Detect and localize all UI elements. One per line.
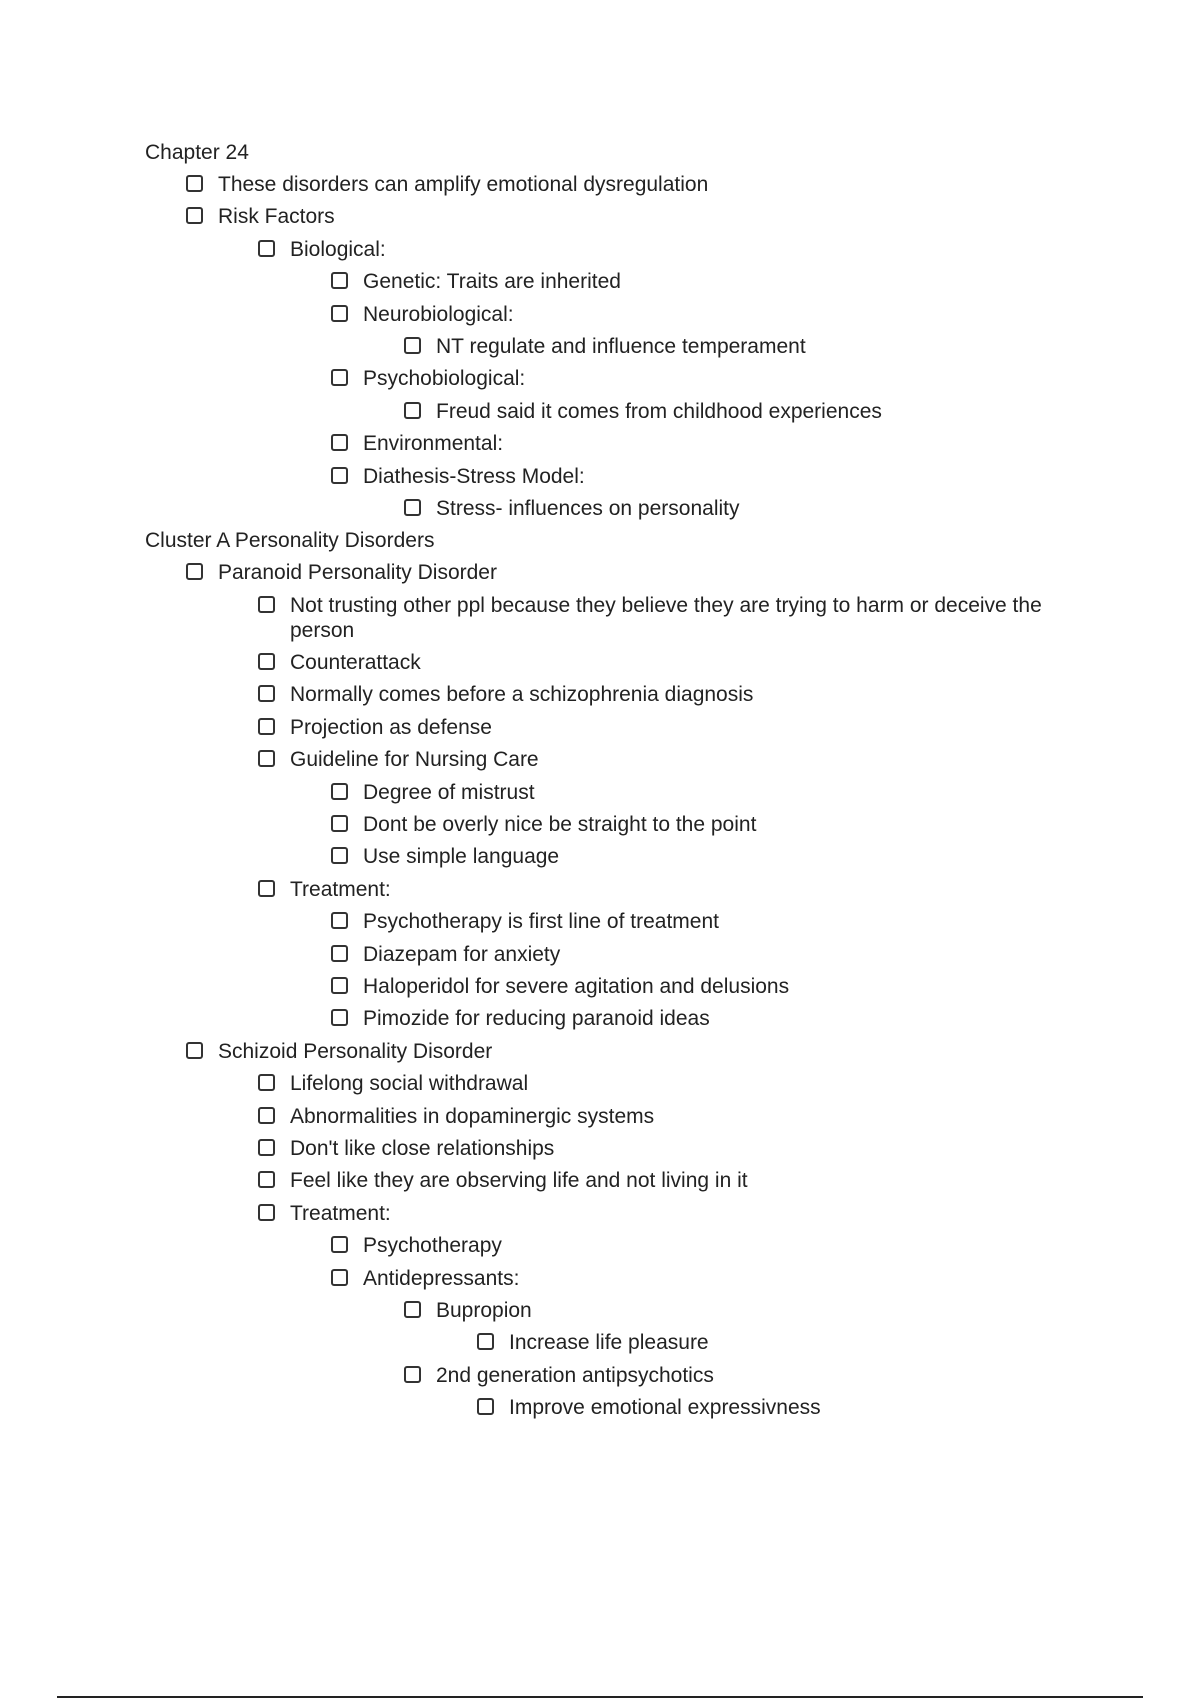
checklist-item-label: These disorders can amplify emotional dysregulation <box>218 173 709 196</box>
checklist-item-label: Feel like they are observing life and not living in it <box>290 1169 748 1193</box>
checklist-item-label: Increase life pleasure <box>509 1331 709 1355</box>
checklist-item <box>0 942 1200 967</box>
checkbox-icon[interactable] <box>258 240 275 257</box>
checkbox-icon[interactable] <box>331 272 348 289</box>
checklist-item <box>0 682 1200 707</box>
checkbox-icon[interactable] <box>258 596 275 613</box>
checklist-item <box>0 1071 1200 1096</box>
checkbox-icon[interactable] <box>258 1074 275 1091</box>
checklist-item <box>0 1136 1200 1161</box>
checklist-item-label: Not trusting other ppl because they believe they are trying to harm or deceive the person <box>290 593 1042 642</box>
checklist-item-label: Stress- influences on personality <box>436 496 740 520</box>
checklist-item-label: Use simple language <box>363 845 560 869</box>
checkbox-icon[interactable] <box>186 563 203 580</box>
checklist-item <box>0 366 1200 391</box>
checklist-item-label: Antidepressants: <box>363 1266 520 1290</box>
checkbox-icon[interactable] <box>258 1204 275 1221</box>
checkbox-icon[interactable] <box>258 685 275 702</box>
checklist-item <box>0 1233 1200 1258</box>
checklist-item-label: Dont be overly nice be straight to the point <box>363 813 757 837</box>
checkbox-icon[interactable] <box>404 337 421 354</box>
checkbox-icon[interactable] <box>404 499 421 516</box>
document-body <box>0 140 1200 1427</box>
checklist-item <box>0 464 1200 489</box>
checkbox-icon[interactable] <box>404 1301 421 1318</box>
checkbox-icon[interactable] <box>477 1333 494 1350</box>
checklist-item <box>0 1395 1200 1420</box>
checklist-item <box>0 1039 1200 1064</box>
checklist-item-label: Schizoid Personality Disorder <box>218 1039 493 1063</box>
checklist-item <box>0 496 1200 521</box>
checklist-item-label: Improve emotional expressivness <box>509 1396 821 1420</box>
checklist-item-label: Freud said it comes from childhood experiences <box>436 399 882 423</box>
checklist-item <box>0 844 1200 869</box>
checkbox-icon[interactable] <box>331 434 348 451</box>
checklist-item-label: Degree of mistrust <box>363 780 535 804</box>
checklist-item-label: Counterattack <box>290 651 421 675</box>
checkbox-icon[interactable] <box>258 880 275 897</box>
checkbox-icon[interactable] <box>331 369 348 386</box>
checklist-item <box>0 715 1200 740</box>
checklist-item-label: Guideline for Nursing Care <box>290 748 539 772</box>
footer-rule <box>57 1696 1143 1698</box>
checklist-item <box>0 1266 1200 1291</box>
checklist-item-label: Haloperidol for severe agitation and delusions <box>363 974 790 998</box>
checklist-item <box>0 974 1200 999</box>
checklist-item-label: Abnormalities in dopaminergic systems <box>290 1104 655 1128</box>
checkbox-icon[interactable] <box>258 653 275 670</box>
checklist-item-label: Projection as defense <box>290 715 492 739</box>
checklist-item-label: Environmental: <box>363 432 504 456</box>
checklist-item <box>0 1330 1200 1355</box>
checkbox-icon[interactable] <box>331 815 348 832</box>
checklist-item <box>0 780 1200 805</box>
checkbox-icon[interactable] <box>404 1366 421 1383</box>
checkbox-icon[interactable] <box>186 1042 203 1059</box>
checklist-item <box>0 334 1200 359</box>
checkbox-icon[interactable] <box>331 1236 348 1253</box>
checklist-item-label: Treatment: <box>290 1201 391 1225</box>
checklist-item <box>0 909 1200 934</box>
checklist-item <box>0 747 1200 772</box>
section-heading: Chapter 24 <box>145 141 249 164</box>
checklist-item-label: Biological: <box>290 237 386 261</box>
checklist-item-label: Lifelong social withdrawal <box>290 1072 529 1096</box>
checklist-item-label: Normally comes before a schizophrenia diagnosis <box>290 683 754 707</box>
checklist-item-label: NT regulate and influence temperament <box>436 334 806 358</box>
checkbox-icon[interactable] <box>258 718 275 735</box>
checklist-item <box>0 1298 1200 1323</box>
checkbox-icon[interactable] <box>477 1398 494 1415</box>
checklist-item-label: Genetic: Traits are inherited <box>363 270 621 294</box>
checkbox-icon[interactable] <box>258 1107 275 1124</box>
checkbox-icon[interactable] <box>331 467 348 484</box>
checklist-item <box>0 399 1200 424</box>
checkbox-icon[interactable] <box>186 207 203 224</box>
checklist-item-label: Psychotherapy <box>363 1234 502 1258</box>
checklist-item <box>0 877 1200 902</box>
checklist-item <box>0 302 1200 327</box>
checklist-item-label: Treatment: <box>290 877 391 901</box>
checklist-item <box>0 1006 1200 1031</box>
checkbox-icon[interactable] <box>258 1171 275 1188</box>
checkbox-icon[interactable] <box>331 945 348 962</box>
checklist-item <box>0 650 1200 675</box>
checklist-item-label: Bupropion <box>436 1298 532 1322</box>
checkbox-icon[interactable] <box>331 912 348 929</box>
checklist-item <box>0 172 1200 197</box>
checklist-item-label: Neurobiological: <box>363 302 514 326</box>
checkbox-icon[interactable] <box>331 1269 348 1286</box>
checklist-item <box>0 1363 1200 1388</box>
checklist-item-label: Diazepam for anxiety <box>363 942 561 966</box>
checklist-item <box>0 560 1200 585</box>
checkbox-icon[interactable] <box>258 750 275 767</box>
checkbox-icon[interactable] <box>331 977 348 994</box>
checkbox-icon[interactable] <box>331 847 348 864</box>
checklist-item-label: Paranoid Personality Disorder <box>218 561 497 585</box>
checkbox-icon[interactable] <box>331 783 348 800</box>
checklist-item <box>0 237 1200 262</box>
checklist-item <box>0 1168 1200 1193</box>
checklist-item-label: Psychotherapy is first line of treatment <box>363 910 719 934</box>
checkbox-icon[interactable] <box>258 1139 275 1156</box>
section-heading: Cluster A Personality Disorders <box>145 529 435 553</box>
checklist-item <box>0 1104 1200 1129</box>
checkbox-icon[interactable] <box>404 402 421 419</box>
checklist-item <box>0 431 1200 456</box>
checklist-item-label: 2nd generation antipsychotics <box>436 1363 714 1387</box>
checklist-item <box>0 269 1200 294</box>
checklist-item <box>0 812 1200 837</box>
checkbox-icon[interactable] <box>186 175 203 192</box>
checklist-item-label: Risk Factors <box>218 205 335 229</box>
checklist-item <box>0 593 1200 643</box>
checklist-item <box>0 204 1200 229</box>
checkbox-icon[interactable] <box>331 305 348 322</box>
checklist-item-label: Psychobiological: <box>363 367 526 391</box>
checklist-item <box>0 1201 1200 1226</box>
checkbox-icon[interactable] <box>331 1009 348 1026</box>
checklist-item-label: Don't like close relationships <box>290 1136 555 1160</box>
checklist-item-label: Pimozide for reducing paranoid ideas <box>363 1007 710 1031</box>
checklist-item-label: Diathesis-Stress Model: <box>363 464 585 488</box>
